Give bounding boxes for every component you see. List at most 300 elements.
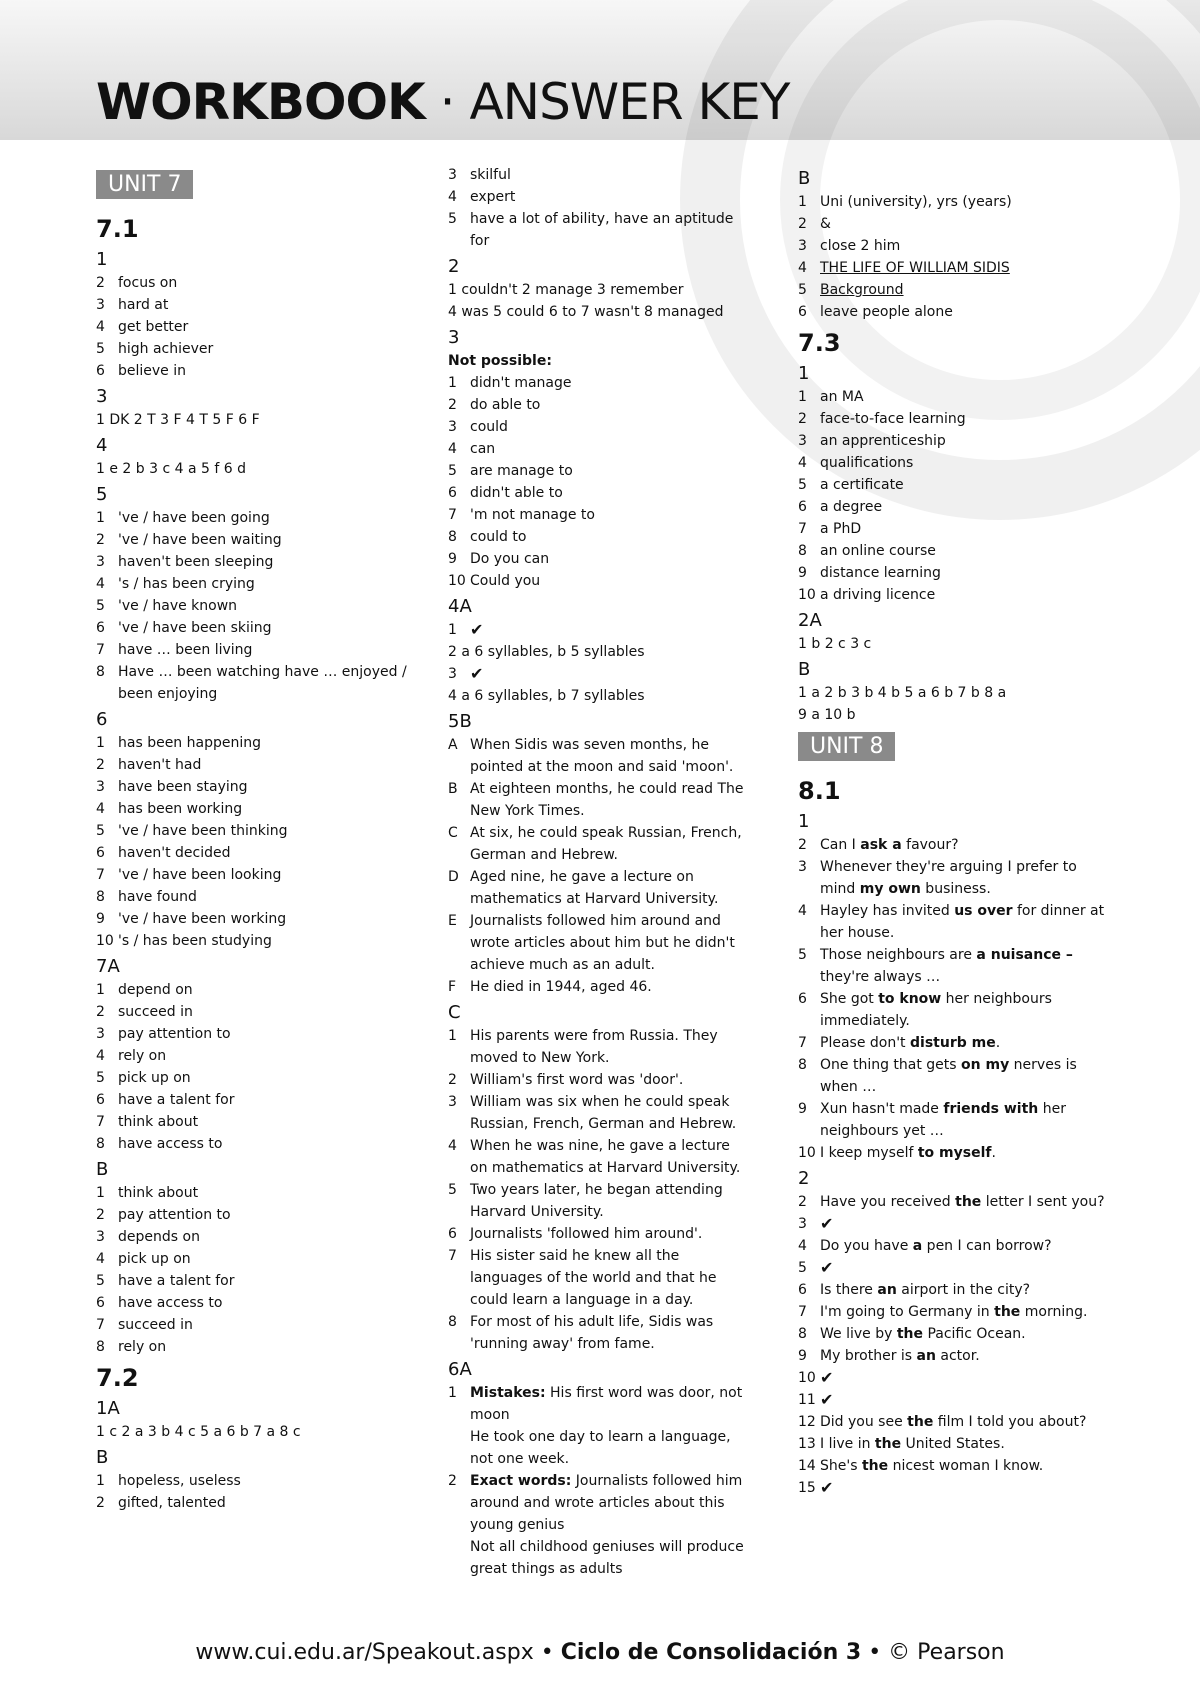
answer-line: 1 DK 2 T 3 F 4 T 5 F 6 F bbox=[96, 412, 260, 428]
item-number: 6 bbox=[448, 1226, 457, 1242]
item-text-bold: the bbox=[874, 1436, 902, 1452]
column-right bbox=[798, 164, 1108, 1499]
answer-item bbox=[798, 1433, 1108, 1455]
section-heading: 7.1 bbox=[96, 215, 139, 243]
item-number: 6 bbox=[798, 991, 807, 1007]
item-number: 9 bbox=[96, 911, 105, 927]
answer-line: 1 c 2 a 3 b 4 c 5 a 6 b 7 a 8 c bbox=[96, 1424, 301, 1440]
item-number: 4 bbox=[96, 1251, 105, 1267]
item-text bbox=[118, 316, 426, 338]
item-text bbox=[820, 496, 1108, 518]
item-text-part: 'm not manage to bbox=[470, 507, 595, 523]
item-text bbox=[118, 1226, 426, 1248]
item-text bbox=[118, 1336, 426, 1358]
item-number: 4 bbox=[798, 903, 807, 919]
item-text bbox=[820, 944, 1108, 988]
item-number: 3 bbox=[96, 1026, 105, 1042]
item-text-part: Is there bbox=[820, 1282, 878, 1298]
answer-item bbox=[448, 186, 748, 208]
item-text-part: a certificate bbox=[820, 477, 904, 493]
answer-item bbox=[448, 1179, 748, 1223]
item-number: 9 bbox=[798, 565, 807, 581]
item-number: 3 bbox=[798, 238, 807, 254]
item-text bbox=[118, 338, 426, 360]
item-text-part: didn't able to bbox=[470, 485, 563, 501]
check-icon: ✔ bbox=[820, 1258, 834, 1277]
item-text-part: I live in bbox=[820, 1436, 875, 1452]
answer-item bbox=[798, 386, 1108, 408]
item-number: 6 bbox=[96, 845, 105, 861]
exercise-number: 1 bbox=[798, 363, 810, 384]
exercise-number: 2A bbox=[798, 610, 822, 631]
exercise-number: 6A bbox=[448, 1359, 472, 1380]
item-number bbox=[448, 1426, 470, 1470]
answer-item bbox=[96, 507, 426, 529]
item-text-part: She got bbox=[820, 991, 879, 1007]
answer-item bbox=[798, 496, 1108, 518]
item-text-part: hard at bbox=[118, 297, 169, 313]
item-number: 8 bbox=[448, 1314, 457, 1330]
answer-item bbox=[798, 1279, 1108, 1301]
answer-item-correct bbox=[798, 1477, 1108, 1499]
answer-item bbox=[448, 482, 748, 504]
answer-item bbox=[96, 1067, 426, 1089]
item-text bbox=[820, 900, 1108, 944]
item-text-part: focus on bbox=[118, 275, 178, 291]
item-text-part: Please don't bbox=[820, 1035, 910, 1051]
answer-item-correct bbox=[798, 1257, 1108, 1279]
item-text bbox=[820, 301, 1108, 323]
answer-item bbox=[96, 1182, 426, 1204]
item-text-part: United States. bbox=[901, 1436, 1005, 1452]
item-text-part: her neighbours yet … bbox=[820, 1101, 1066, 1139]
item-text bbox=[118, 639, 426, 661]
answer-item bbox=[96, 360, 426, 382]
item-text bbox=[118, 979, 426, 1001]
item-text-bold: an bbox=[877, 1282, 897, 1298]
item-number: 5 bbox=[96, 598, 105, 614]
item-text-part: pen I can borrow? bbox=[922, 1238, 1052, 1254]
item-text-part: letter I sent you? bbox=[981, 1194, 1105, 1210]
item-text bbox=[470, 526, 748, 548]
item-text-part: 've / have been working bbox=[118, 911, 287, 927]
answer-item bbox=[96, 1133, 426, 1155]
item-number: 5 bbox=[448, 211, 457, 227]
item-text bbox=[118, 1182, 426, 1204]
item-text bbox=[820, 1098, 1108, 1142]
answer-item bbox=[798, 1411, 1108, 1433]
item-number: 6 bbox=[798, 499, 807, 515]
item-text-part: Aged nine, he gave a lecture on mathematics at Harvard University. bbox=[470, 869, 719, 907]
item-text bbox=[470, 186, 748, 208]
item-number: D bbox=[448, 869, 459, 885]
item-number: 2 bbox=[448, 397, 457, 413]
item-text bbox=[470, 394, 748, 416]
item-number: 9 bbox=[798, 1348, 807, 1364]
answer-item bbox=[96, 529, 426, 551]
item-text-part: haven't been sleeping bbox=[118, 554, 274, 570]
item-text-part: have access to bbox=[118, 1295, 223, 1311]
answer-item bbox=[448, 372, 748, 394]
answer-item bbox=[96, 316, 426, 338]
check-icon: ✔ bbox=[820, 1214, 834, 1233]
item-text-part: her neighbours immediately. bbox=[820, 991, 1052, 1029]
item-text-part: Pacific Ocean. bbox=[923, 1326, 1026, 1342]
answer-line: 4 was 5 could 6 to 7 wasn't 8 managed bbox=[448, 304, 724, 320]
answer-item bbox=[448, 164, 748, 186]
answer-item bbox=[798, 1235, 1108, 1257]
answer-item bbox=[96, 1248, 426, 1270]
item-text bbox=[820, 1235, 1108, 1257]
answer-item bbox=[798, 1345, 1108, 1367]
check-icon: ✔ bbox=[820, 1390, 834, 1409]
item-text-bold: the bbox=[861, 1458, 889, 1474]
item-text-part: could to bbox=[470, 529, 527, 545]
item-number: 4 bbox=[448, 1138, 457, 1154]
item-text bbox=[470, 1135, 748, 1179]
item-number: 2 bbox=[798, 216, 807, 232]
answer-item bbox=[798, 856, 1108, 900]
item-number: 7 bbox=[448, 1248, 457, 1264]
item-text bbox=[470, 1470, 748, 1536]
item-text-part: He died in 1944, aged 46. bbox=[470, 979, 652, 995]
answer-line: 9 a 10 b bbox=[798, 707, 856, 723]
item-number: 14 bbox=[798, 1458, 816, 1474]
item-text-part: His sister said he knew all the languages of the world and that he could learn a language in a day. bbox=[470, 1248, 717, 1308]
item-text bbox=[118, 1089, 426, 1111]
item-text-part: My brother is bbox=[820, 1348, 917, 1364]
item-text-part: have access to bbox=[118, 1136, 223, 1152]
item-number: 3 bbox=[96, 554, 105, 570]
item-text bbox=[118, 908, 426, 930]
item-text bbox=[820, 540, 1108, 562]
item-text bbox=[118, 776, 426, 798]
item-text-part: haven't decided bbox=[118, 845, 231, 861]
item-text-part: they're always … bbox=[820, 969, 941, 985]
item-text-part: 's / has been studying bbox=[118, 933, 272, 949]
exercise-number: 1A bbox=[96, 1398, 120, 1419]
answer-item bbox=[448, 866, 748, 910]
answer-item bbox=[96, 1226, 426, 1248]
item-number: 5 bbox=[96, 1273, 105, 1289]
item-text bbox=[118, 1292, 426, 1314]
answer-item bbox=[448, 570, 748, 592]
item-text bbox=[470, 1311, 748, 1355]
item-text-part: 've / have been looking bbox=[118, 867, 282, 883]
item-text bbox=[820, 1054, 1108, 1098]
page-title bbox=[96, 72, 789, 132]
item-number: 4 bbox=[96, 576, 105, 592]
item-text bbox=[820, 452, 1108, 474]
item-text bbox=[820, 518, 1108, 540]
item-text-part: skilful bbox=[470, 167, 511, 183]
item-number: 15 bbox=[798, 1480, 816, 1496]
check-icon: ✔ bbox=[820, 1478, 834, 1497]
item-text bbox=[820, 1142, 1108, 1164]
item-number: 2 bbox=[96, 757, 105, 773]
item-text-bold: the bbox=[955, 1194, 982, 1210]
item-text bbox=[820, 1301, 1108, 1323]
item-text-bold: my own bbox=[859, 881, 921, 897]
item-number: 8 bbox=[96, 1339, 105, 1355]
answer-item bbox=[798, 213, 1108, 235]
answer-item bbox=[96, 1270, 426, 1292]
item-text-part: film I told you about? bbox=[933, 1414, 1087, 1430]
item-text-part: William's first word was 'door'. bbox=[470, 1072, 684, 1088]
item-text-bold: a nuisance – bbox=[976, 947, 1073, 963]
item-text bbox=[118, 842, 426, 864]
item-text-part: depend on bbox=[118, 982, 193, 998]
column-left bbox=[96, 164, 426, 1514]
answer-item bbox=[798, 452, 1108, 474]
exercise-number: 4 bbox=[96, 435, 108, 456]
answer-item bbox=[448, 1536, 748, 1580]
answer-item bbox=[96, 864, 426, 886]
item-number: 7 bbox=[96, 867, 105, 883]
item-number: 3 bbox=[96, 779, 105, 795]
item-text-part: . bbox=[995, 1035, 1001, 1051]
item-text bbox=[470, 976, 748, 998]
item-text bbox=[118, 1470, 426, 1492]
answer-item bbox=[448, 460, 748, 482]
item-text bbox=[118, 798, 426, 820]
item-text-part: At eighteen months, he could read The New York Times. bbox=[470, 781, 744, 819]
item-number: B bbox=[448, 781, 458, 797]
exercise-number: 3 bbox=[96, 386, 108, 407]
item-text-part: Journalists followed him around and wrote articles about him but he didn't achieve much as an adult. bbox=[470, 913, 735, 973]
answer-item bbox=[798, 1054, 1108, 1098]
item-text bbox=[470, 1179, 748, 1223]
item-text-part: believe in bbox=[118, 363, 187, 379]
item-text-part: THE LIFE OF WILLIAM SIDIS bbox=[820, 260, 1010, 276]
item-text-bold: the bbox=[907, 1414, 934, 1430]
item-number: 1 bbox=[448, 1385, 457, 1401]
item-text-part: get better bbox=[118, 319, 189, 335]
item-text bbox=[470, 548, 748, 570]
item-text-part: depends on bbox=[118, 1229, 200, 1245]
item-text-part: close 2 him bbox=[820, 238, 901, 254]
item-number: 7 bbox=[96, 642, 105, 658]
answer-item bbox=[96, 595, 426, 617]
item-number: 2 bbox=[96, 1495, 105, 1511]
item-text bbox=[470, 460, 748, 482]
exercise-number: 5 bbox=[96, 484, 108, 505]
item-text-part: airport in the city? bbox=[896, 1282, 1031, 1298]
item-text bbox=[820, 191, 1108, 213]
answer-item bbox=[448, 208, 748, 252]
item-text-part: has been working bbox=[118, 801, 243, 817]
item-text-part: have a lot of ability, have an aptitude for bbox=[470, 211, 734, 249]
item-text-part: We live by bbox=[820, 1326, 897, 1342]
item-text bbox=[470, 1536, 748, 1580]
item-number: 3 bbox=[448, 167, 457, 183]
item-number: 6 bbox=[96, 620, 105, 636]
item-text-part: a PhD bbox=[820, 521, 862, 537]
exercise-number: B bbox=[798, 168, 811, 189]
item-text bbox=[118, 1270, 426, 1292]
answer-item bbox=[798, 235, 1108, 257]
item-number: 2 bbox=[448, 1072, 457, 1088]
answer-item bbox=[798, 834, 1108, 856]
item-text-part: have been staying bbox=[118, 779, 248, 795]
item-number: 4 bbox=[96, 1048, 105, 1064]
answer-item bbox=[96, 1314, 426, 1336]
item-number: 10 bbox=[96, 933, 114, 949]
item-text-part: could bbox=[470, 419, 508, 435]
item-text-bold: Mistakes: bbox=[470, 1385, 546, 1401]
item-number: 8 bbox=[798, 1326, 807, 1342]
item-number: 7 bbox=[96, 1317, 105, 1333]
item-number: 8 bbox=[798, 1057, 807, 1073]
answer-item bbox=[798, 474, 1108, 496]
item-text bbox=[470, 1223, 748, 1245]
answer-line: 4 a 6 syllables, b 7 syllables bbox=[448, 688, 645, 704]
item-number: 2 bbox=[798, 1194, 807, 1210]
item-text bbox=[118, 294, 426, 316]
item-text-part: haven't had bbox=[118, 757, 202, 773]
item-text-part: Did you see bbox=[820, 1414, 908, 1430]
answer-item bbox=[96, 776, 426, 798]
item-text bbox=[820, 988, 1108, 1032]
item-text-part: 've / have been thinking bbox=[118, 823, 288, 839]
item-text-part: Xun hasn't made bbox=[820, 1101, 944, 1117]
item-number: 4 bbox=[448, 441, 457, 457]
exercise-number: 6 bbox=[96, 709, 108, 730]
exercise-number: 5B bbox=[448, 711, 472, 732]
exercise-number: 1 bbox=[798, 811, 810, 832]
answer-item bbox=[96, 979, 426, 1001]
answer-item bbox=[96, 1045, 426, 1067]
item-text-part: distance learning bbox=[820, 565, 941, 581]
answer-item bbox=[96, 886, 426, 908]
item-text bbox=[820, 1032, 1108, 1054]
answer-item bbox=[96, 1001, 426, 1023]
answer-item bbox=[96, 908, 426, 930]
item-number: C bbox=[448, 825, 458, 841]
item-text bbox=[820, 279, 1108, 301]
answer-item bbox=[96, 294, 426, 316]
item-text bbox=[820, 834, 1108, 856]
item-text bbox=[118, 1001, 426, 1023]
item-text bbox=[118, 1314, 426, 1336]
item-text bbox=[470, 1025, 748, 1069]
item-text bbox=[118, 272, 426, 294]
item-text-part: morning. bbox=[1020, 1304, 1088, 1320]
item-text bbox=[118, 864, 426, 886]
item-text-part: nicest woman I know. bbox=[888, 1458, 1044, 1474]
item-number: 12 bbox=[798, 1414, 816, 1430]
item-text bbox=[118, 1492, 426, 1514]
item-text-part: pick up on bbox=[118, 1070, 191, 1086]
item-text bbox=[820, 1279, 1108, 1301]
answer-item bbox=[798, 900, 1108, 944]
answer-item bbox=[448, 504, 748, 526]
exercise-number: 2 bbox=[798, 1168, 810, 1189]
answer-item bbox=[96, 1111, 426, 1133]
item-number: 3 bbox=[448, 666, 457, 682]
answer-item bbox=[96, 1336, 426, 1358]
item-number: 2 bbox=[96, 532, 105, 548]
answer-item bbox=[798, 1323, 1108, 1345]
answer-line: 1 couldn't 2 manage 3 remember bbox=[448, 282, 684, 298]
item-text bbox=[470, 570, 748, 592]
unit-wrap bbox=[798, 726, 1108, 771]
item-text-bold: the bbox=[994, 1304, 1021, 1320]
item-number: 10 bbox=[798, 1370, 816, 1386]
item-text-part: His first word was door, not moon bbox=[470, 1385, 743, 1423]
answer-item-correct bbox=[798, 1367, 1108, 1389]
item-text-bold: us over bbox=[954, 903, 1013, 919]
item-number: 3 bbox=[96, 1229, 105, 1245]
answer-item-correct bbox=[448, 663, 748, 685]
item-text-part: pick up on bbox=[118, 1251, 191, 1267]
item-number: 11 bbox=[798, 1392, 816, 1408]
item-text-part: rely on bbox=[118, 1048, 167, 1064]
item-text-part: rely on bbox=[118, 1339, 167, 1355]
item-text bbox=[470, 482, 748, 504]
item-text-part: 've / have been skiing bbox=[118, 620, 272, 636]
item-text bbox=[118, 360, 426, 382]
item-number: 8 bbox=[448, 529, 457, 545]
item-text bbox=[470, 866, 748, 910]
item-text-part: have … been living bbox=[118, 642, 253, 658]
answer-item bbox=[798, 562, 1108, 584]
exercise-number: 4A bbox=[448, 596, 472, 617]
item-text-part: business. bbox=[920, 881, 991, 897]
item-text bbox=[820, 584, 1108, 606]
answer-item bbox=[448, 1223, 748, 1245]
item-text bbox=[820, 430, 1108, 452]
answer-note: Not possible: bbox=[448, 353, 552, 369]
answer-item bbox=[798, 408, 1108, 430]
item-number: 4 bbox=[798, 1238, 807, 1254]
item-text-part: Have you received bbox=[820, 1194, 956, 1210]
item-number: 1 bbox=[448, 622, 457, 638]
item-number: 7 bbox=[798, 1304, 807, 1320]
item-number: 7 bbox=[798, 521, 807, 537]
item-text-part: a degree bbox=[820, 499, 883, 515]
answer-item bbox=[798, 430, 1108, 452]
answer-item bbox=[798, 944, 1108, 988]
item-text-part: Those neighbours are bbox=[820, 947, 977, 963]
item-text-bold: the bbox=[896, 1326, 923, 1342]
answer-item bbox=[96, 1492, 426, 1514]
exercise-number: 2 bbox=[448, 256, 460, 277]
item-text bbox=[470, 778, 748, 822]
item-text-part: for dinner at her house. bbox=[820, 903, 1105, 941]
answer-item bbox=[96, 338, 426, 360]
item-text-part: high achiever bbox=[118, 341, 214, 357]
answer-item bbox=[448, 1069, 748, 1091]
answer-item bbox=[96, 1023, 426, 1045]
item-text bbox=[118, 617, 426, 639]
item-text bbox=[470, 1426, 748, 1470]
item-text bbox=[470, 1091, 748, 1135]
item-text bbox=[470, 1069, 748, 1091]
check-icon: ✔ bbox=[470, 664, 484, 683]
item-text-part: When Sidis was seven months, he pointed at the moon and said 'moon'. bbox=[470, 737, 734, 775]
answer-item bbox=[798, 191, 1108, 213]
answer-item bbox=[798, 1455, 1108, 1477]
item-number: 5 bbox=[96, 823, 105, 839]
title-bold: WORKBOOK bbox=[96, 73, 425, 131]
answer-item bbox=[96, 930, 426, 952]
item-text bbox=[820, 856, 1108, 900]
item-text bbox=[470, 910, 748, 976]
item-text bbox=[470, 372, 748, 394]
item-text-part: hopeless, useless bbox=[118, 1473, 241, 1489]
answer-item bbox=[448, 526, 748, 548]
